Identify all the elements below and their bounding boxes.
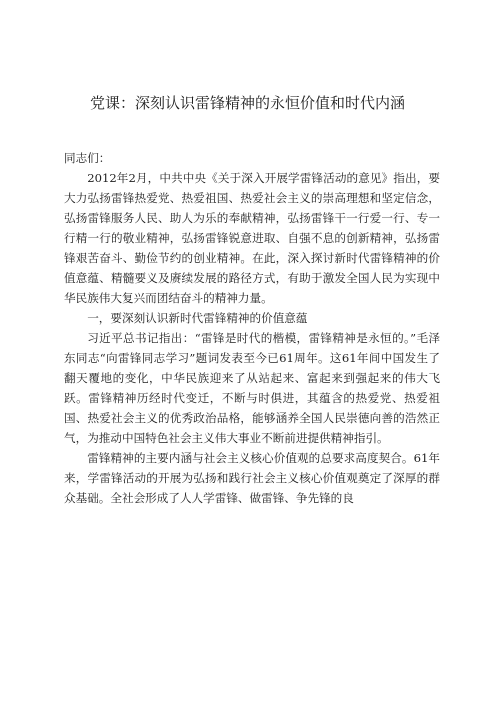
paragraph-section-1-continued: 雷锋精神的主要内涵与社会主义核心价值观的总要求高度契合。61年来，学雷锋活动的开展为弘扬和践行社会主义核心价值观奠定了深厚的群众基础。全社会形成了人人学雷锋、做雷锋、争先锋的良 bbox=[64, 451, 440, 505]
section-heading-1: 一，要深刻认识新时代雷锋精神的价值意蕴 bbox=[87, 311, 308, 325]
document-body bbox=[64, 148, 440, 508]
paragraph-intro: 2012年2月，中共中央《关于深入开展学雷锋活动的意见》指出，要大力弘扬雷锋热爱党、热爱祖国、热爱社会主义的崇高理想和坚定信念，弘扬雷锋服务人民、助人为乐的奉献精神，弘扬雷锋干一行爱一行、专一行精一行的敬业精神，弘扬雷锋锐意进取、自强不息的创新精神，弘扬雷锋艰苦奋斗、勤俭节约的创业精神。在此，深入探讨新时代雷锋精神的价值意蕴、精髓要义及赓续发展的路径方式，有助于激发全国人民为实现中华民族伟大复兴而团结奋斗的精神力量。 bbox=[64, 171, 440, 305]
page-title: 党课：深刻认识雷锋精神的永恒价值和时代内涵 bbox=[90, 94, 406, 112]
greeting: 同志们： bbox=[64, 151, 111, 165]
paragraph-section-1: 习近平总书记指出：“雷锋是时代的楷模，雷锋精神是永恒的。”毛泽东同志“向雷锋同志学习”题词发表至今已61周年。这61年间中国发生了翻天覆地的变化，中华民族迎来了从站起来、富起来到强起来的伟大飞跃。雷锋精神历经时代变迁，不断与时俱进，其蕴含的热爱党、热爱祖国、热爱社会主义的优秀政治品格，能够涵养全国人民崇德向善的浩然正气，为推动中国特色社会主义伟大事业不断前进提供精神指引。 bbox=[64, 331, 440, 445]
